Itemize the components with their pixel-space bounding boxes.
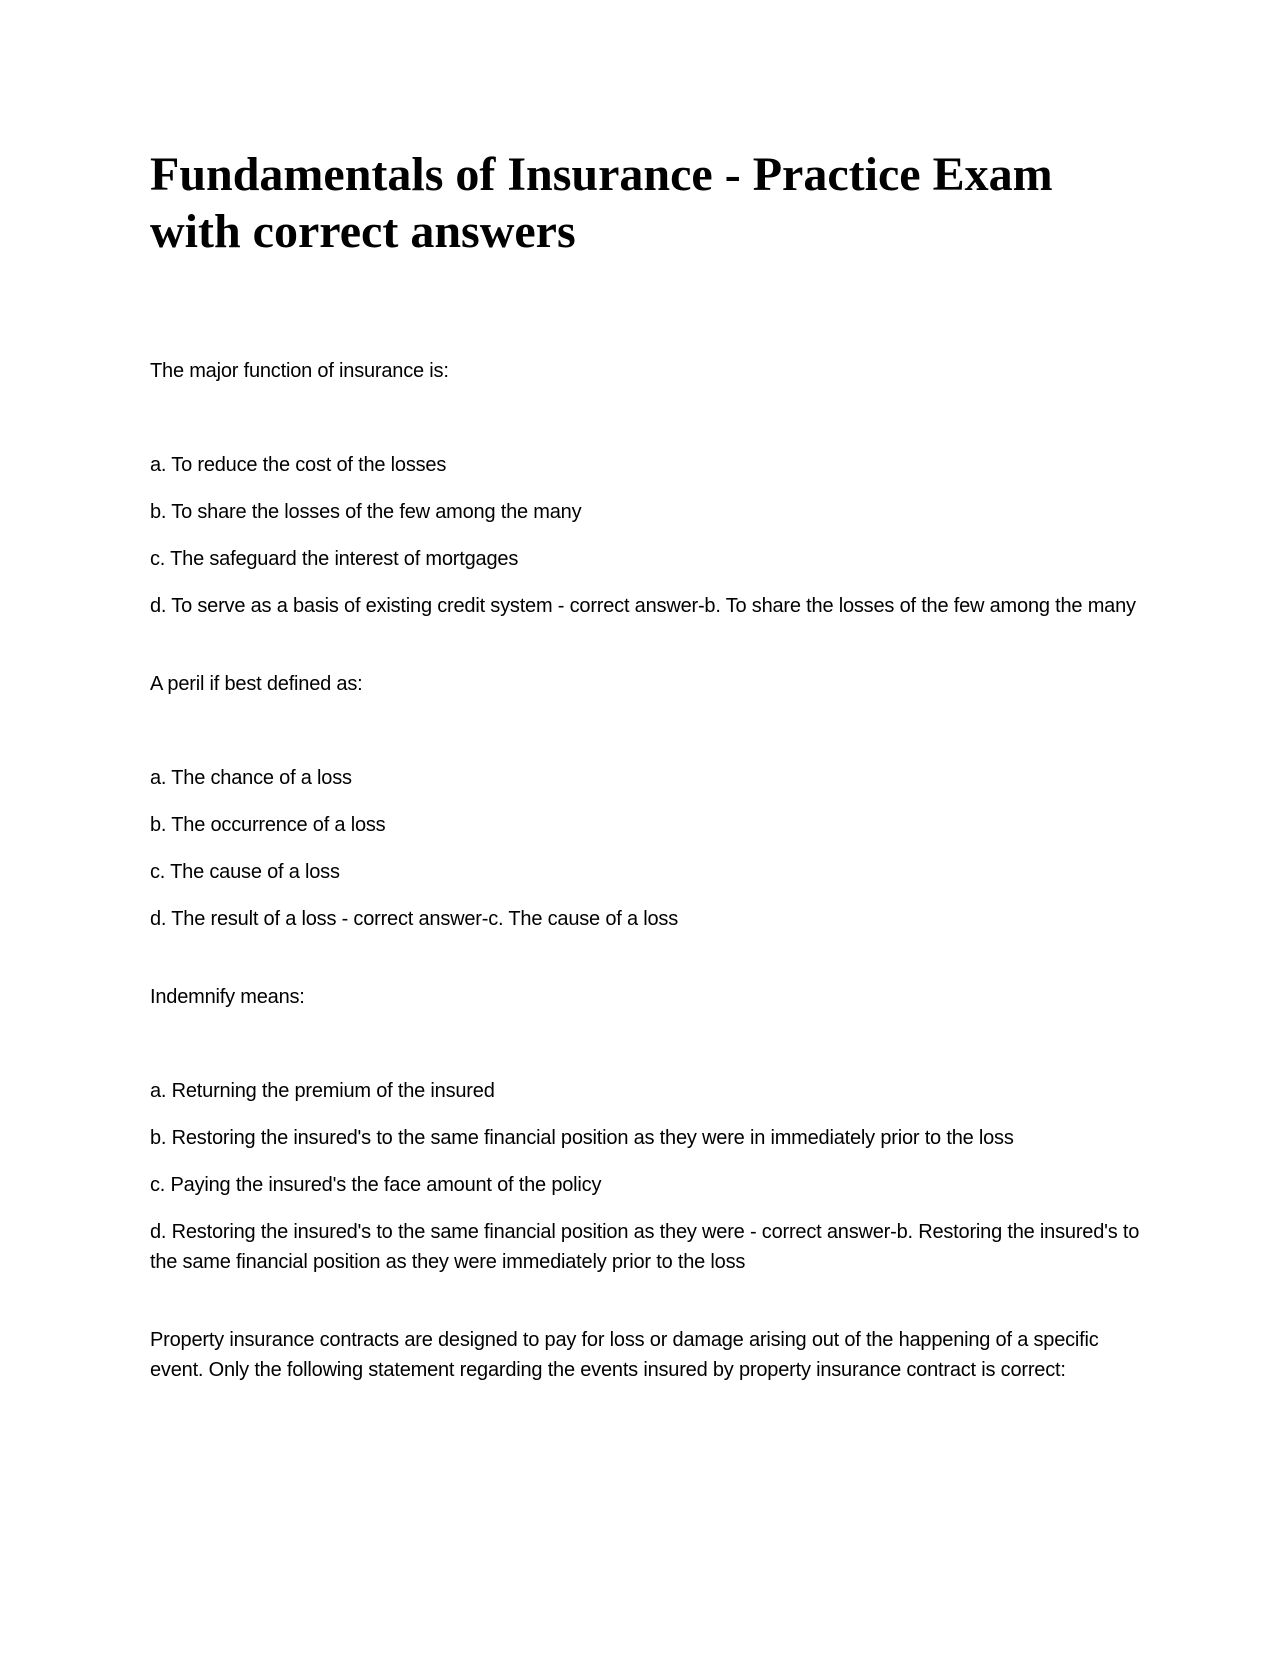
answer-option: a. To reduce the cost of the losses: [150, 454, 447, 476]
answer-options: [150, 763, 1140, 934]
answer-option-with-correct-answer: d. To serve as a basis of existing credit system - correct answer-b. To share the losses of the few among the many: [150, 595, 1136, 617]
answer-option: b. To share the losses of the few among the many: [150, 501, 582, 523]
answer-option: c. Paying the insured's the face amount of the policy: [150, 1174, 602, 1196]
document-page: [150, 146, 1140, 1385]
answer-option: a. The chance of a loss: [150, 767, 352, 789]
question-block: [150, 982, 1140, 1277]
answer-options: [150, 450, 1140, 621]
answer-option: c. The safeguard the interest of mortgages: [150, 548, 519, 570]
document-title: Fundamentals of Insurance - Practice Exam with correct answers: [150, 148, 1053, 258]
answer-option: a. Returning the premium of the insured: [150, 1080, 495, 1102]
answer-option: b. Restoring the insured's to the same financial position as they were in immediately prior to the loss: [150, 1127, 1014, 1149]
answer-option-with-correct-answer: d. The result of a loss - correct answer-c. The cause of a loss: [150, 908, 679, 930]
question-prompt: Property insurance contracts are designed to pay for loss or damage arising out of the happening of a specific event. Only the following statement regarding the events insured by property insurance contract is correct:: [150, 1329, 1099, 1381]
question-prompt: Indemnify means:: [150, 986, 305, 1008]
answer-option: b. The occurrence of a loss: [150, 814, 386, 836]
answer-option-with-correct-answer: d. Restoring the insured's to the same financial position as they were - correct answer-b. Restoring the insured's to the same financial position as they were immediately prior to the loss: [150, 1221, 1140, 1273]
question-prompt: The major function of insurance is:: [150, 360, 449, 382]
question-block: [150, 356, 1140, 621]
answer-option: c. The cause of a loss: [150, 861, 340, 883]
question-block: [150, 1325, 1140, 1385]
question-prompt: A peril if best defined as:: [150, 673, 363, 695]
answer-options: [150, 1076, 1140, 1277]
question-block: [150, 669, 1140, 934]
